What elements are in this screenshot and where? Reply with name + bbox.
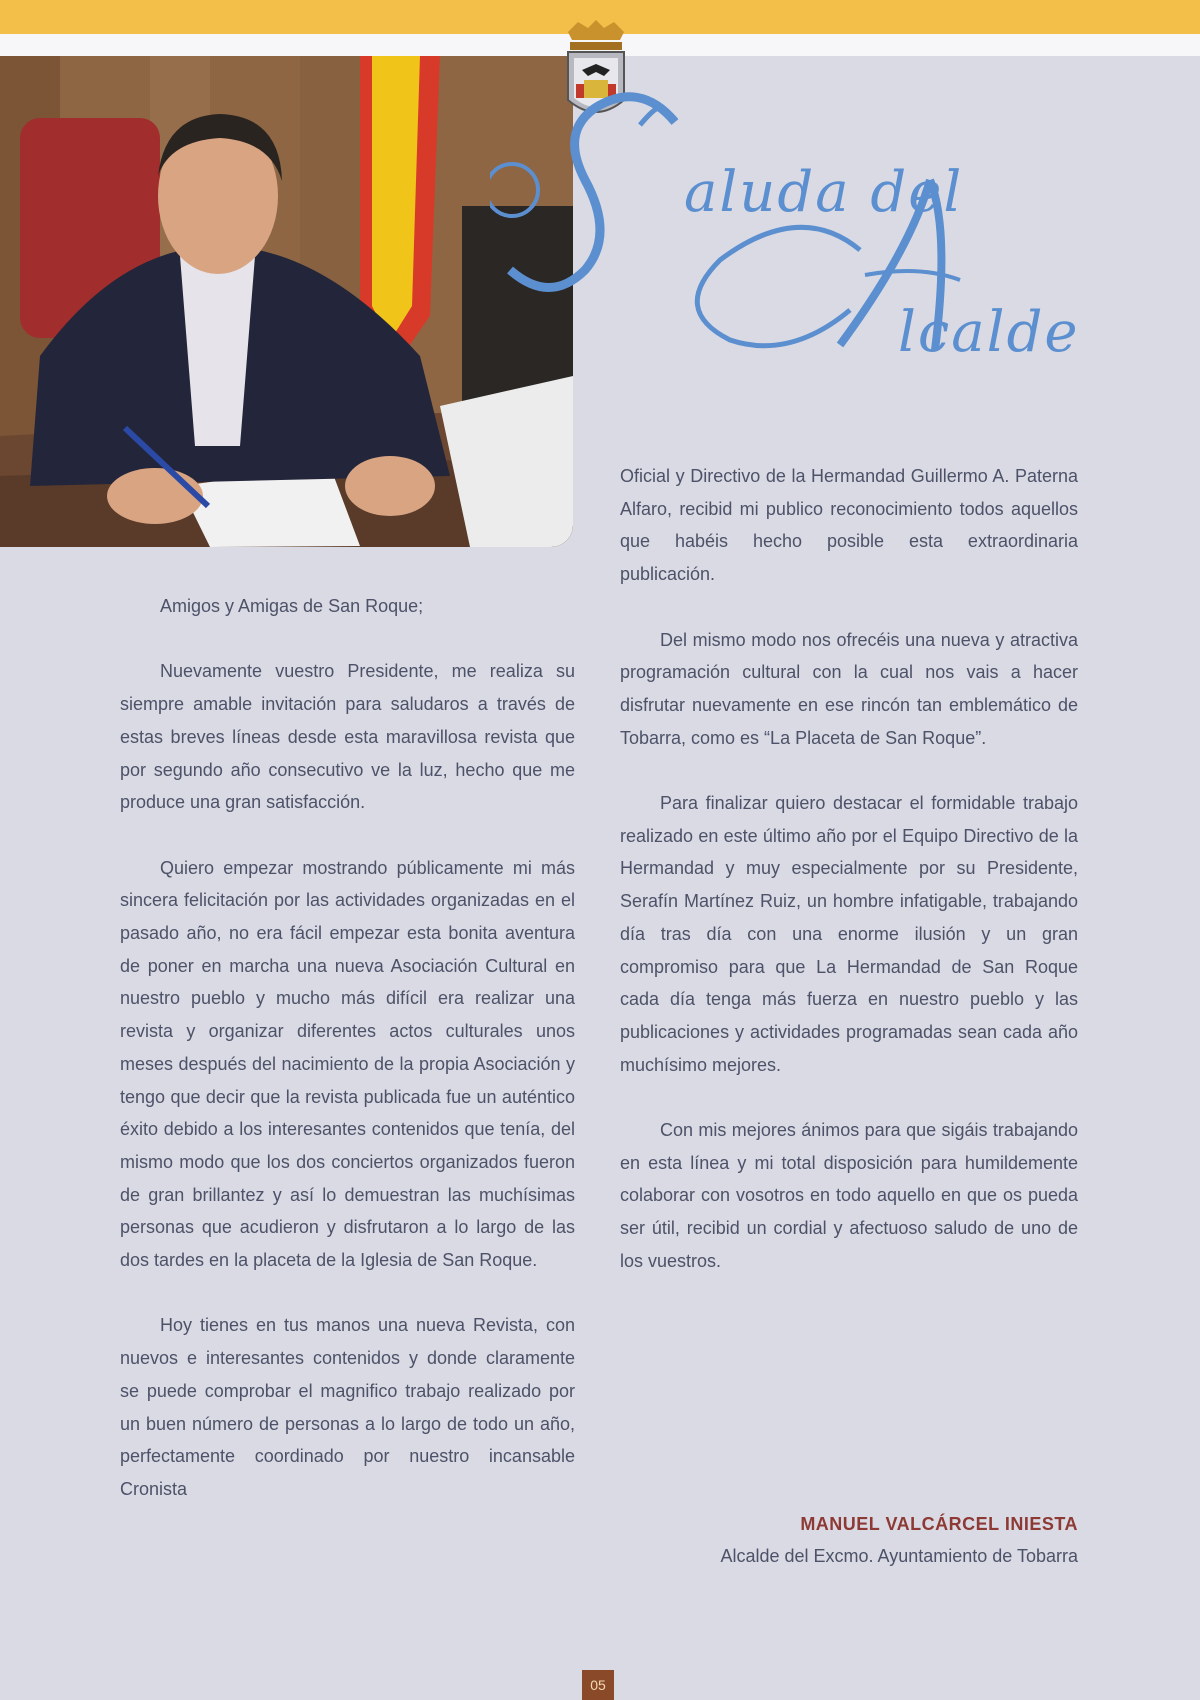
paragraph: Para finalizar quiero destacar el formidable trabajo realizado en este último año por el Equipo Directivo de la Hermandad y muy especialmente por su Presidente, Serafín Martínez Ruiz, un hombre infatigable, trabajando día tras día con una enorme ilusión y un gran compromiso para que La Hermandad de San Roque cada día tenga más fuerza en nuestro pueblo y las publicaciones y actividades programadas sean cada año muchísimo mejores. [620,793,1078,1075]
signature-role: Alcalde del Excmo. Ayuntamiento de Tobarra [720,1546,1078,1566]
paragraph: Hoy tienes en tus manos una nueva Revista, con nuevos e interesantes contenidos y donde claramente se puede comprobar el magnifico trabajo realizado por un buen número de personas a lo largo de todo un año, perfectamente coordinado por nuestro incansable Cronista [120,1315,575,1499]
paragraph: Con mis mejores ánimos para que sigáis trabajando en esta línea y mi total disposición para humildemente colaborar con vosotros en todo aquello en que os pueda ser útil, recibid un cordial y afectuoso saludo de uno de los vuestros. [620,1120,1078,1271]
signature-block [720,1508,1078,1572]
title-line-1-text: aluda del [684,160,964,225]
signature-name: MANUEL VALCÁRCEL INIESTA [800,1514,1078,1534]
left-column [120,590,575,1538]
page-number: 05 [582,1670,614,1700]
title-line-1 [684,160,963,225]
paragraph: Nuevamente vuestro Presidente, me realiza su siempre amable invitación para saludaros a través de estas breves líneas desde esta maravillosa revista que por segundo año consecutivo ve la luz, hecho que me produce una gran satisfacción. [120,661,575,813]
paragraph: Del mismo modo nos ofrecéis una nueva y atractiva programación cultural con la cual nos vais a hacer disfrutar nuevamente en ese rincón tan emblemático de Tobarra, como es “La Placeta de San Roque”. [620,629,1078,748]
right-column [620,460,1078,1310]
mayor-photo [0,56,573,547]
continuation-paragraph: Oficial y Directivo de la Hermandad Guillermo A. Paterna Alfaro, recibid mi publico reconocimiento todos aquellos que habéis hecho posible esta extraordinaria publicación. [620,466,1078,585]
title-line-2-text: lcalde [898,300,1080,365]
greeting: Amigos y Amigas de San Roque; [160,596,424,616]
title-line-2 [898,300,1080,365]
paragraph: Quiero empezar mostrando públicamente mi más sincera felicitación por las actividades organizadas en el pasado año, no era fácil empezar esta bonita aventura de poner en marcha una nueva Asociación Cultural en nuestro pueblo y mucho más difícil era realizar una revista y organizar diferentes actos culturales unos meses después del nacimiento de la propia Asociación y tengo que decir que la revista publicada fue un auténtico éxito debido a los interesantes contenidos que tenía, del mismo modo que los dos conciertos organizados fueron de gran brillantez y así lo demuestran las muchísimas personas que acudieron y disfrutaron a lo largo de las dos tardes en la placeta de la Iglesia de San Roque. [120,857,575,1271]
